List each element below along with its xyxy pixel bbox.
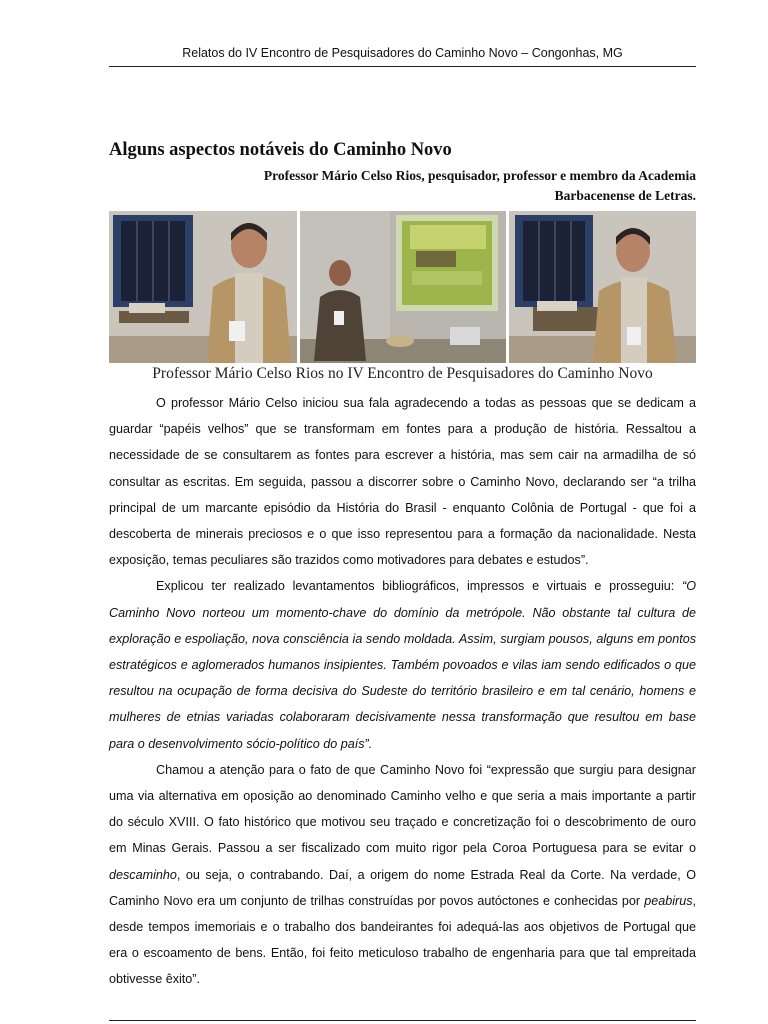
term-peabirus: peabirus — [644, 893, 693, 908]
paragraph-2-quote: “O Caminho Novo norteou um momento-chave do domínio da metrópole. Não obstante tal cultura de exploração e espoliação, nova consciência ia sendo moldada. Assim, surgiam pousos, alguns em pontos estratégicos e aglomerados humanos insipientes. Também povoados e vilas iam sendo edificados o que resultou na ocupação de forma decisiva do Sudeste do território brasileiro e em tal cenário, homens e mulheres de etnias variadas colaboraram decisivamente nessa transformação que resultou em base para o desenvolvimento sócio-político do país”. — [109, 579, 696, 751]
paragraph-1: O professor Mário Celso iniciou sua fala agradecendo a todas as pessoas que se dedicam a guardar “papéis velhos” que se transformam em fontes para a produção de história. Ressaltou a necessidade de se consultarem as fontes para escrever a história, mas sem cair na armadilha de só consultar as escritas. Em seguida, passou a discorrer sobre o Caminho Novo, declarando ser “a trilha principal de um marcante episódio da História do Brasil - enquanto Colônia de Portugal - que foi a descoberta de minerais preciosos e o que isso representou para a formação da nacionalidade. Nesta exposição, temas peculiares são trazidos como motivadores para debates e estudos”. — [109, 396, 696, 568]
article-title: Alguns aspectos notáveis do Caminho Novo — [109, 140, 452, 160]
photo-strip — [109, 211, 696, 363]
author-line — [109, 166, 696, 206]
lecture-room-photo — [300, 211, 506, 363]
speaker-photo-1 — [109, 211, 297, 363]
speaker-photo-2 — [509, 211, 696, 363]
paragraph-3-part-c: , desde tempos imemoriais e o trabalho dos bandeirantes foi adequá-las aos objetivos de Portugal que era o escoamento de bens. Então, foi feito meticuloso trabalho de engenharia para que tal empreitada obtivesse êxito”. — [109, 893, 696, 987]
paragraph-2 — [109, 573, 696, 756]
author-line-2: Barbacenense de Letras. — [554, 188, 696, 203]
footer-rule — [109, 1020, 696, 1021]
figure-caption: Professor Mário Celso Rios no IV Encontro de Pesquisadores do Caminho Novo — [152, 365, 653, 382]
paragraph-2-intro: Explicou ter realizado levantamentos bibliográficos, impressos e virtuais e prosseguiu: — [156, 579, 682, 594]
paragraph-3-part-b: , ou seja, o contrabando. Daí, a origem do nome Estrada Real da Corte. Na verdade, O Caminho Novo era um conjunto de trilhas construídas por povos autóctones e conhecidas por — [109, 867, 696, 908]
paragraph-3-part-a: Chamou a atenção para o fato de que Caminho Novo foi “expressão que surgiu para designar uma via alternativa em oposição ao denominado Caminho velho e que seria a mais importante a partir do século XVIII. O fato histórico que motivou seu traçado e concretização foi o descobrimento de ouro em Minas Gerais. Passou a ser fiscalizado com muito rigor pela Coroa Portuguesa para se evitar o — [109, 762, 696, 856]
running-header — [109, 44, 696, 67]
running-header-text: Relatos do IV Encontro de Pesquisadores do Caminho Novo – Congonhas, MG — [182, 46, 623, 60]
paragraph-3 — [109, 757, 696, 993]
term-descaminho: descaminho — [109, 867, 177, 882]
author-line-1: Professor Mário Celso Rios, pesquisador, professor e membro da Academia — [263, 168, 696, 183]
article-body — [109, 390, 696, 993]
